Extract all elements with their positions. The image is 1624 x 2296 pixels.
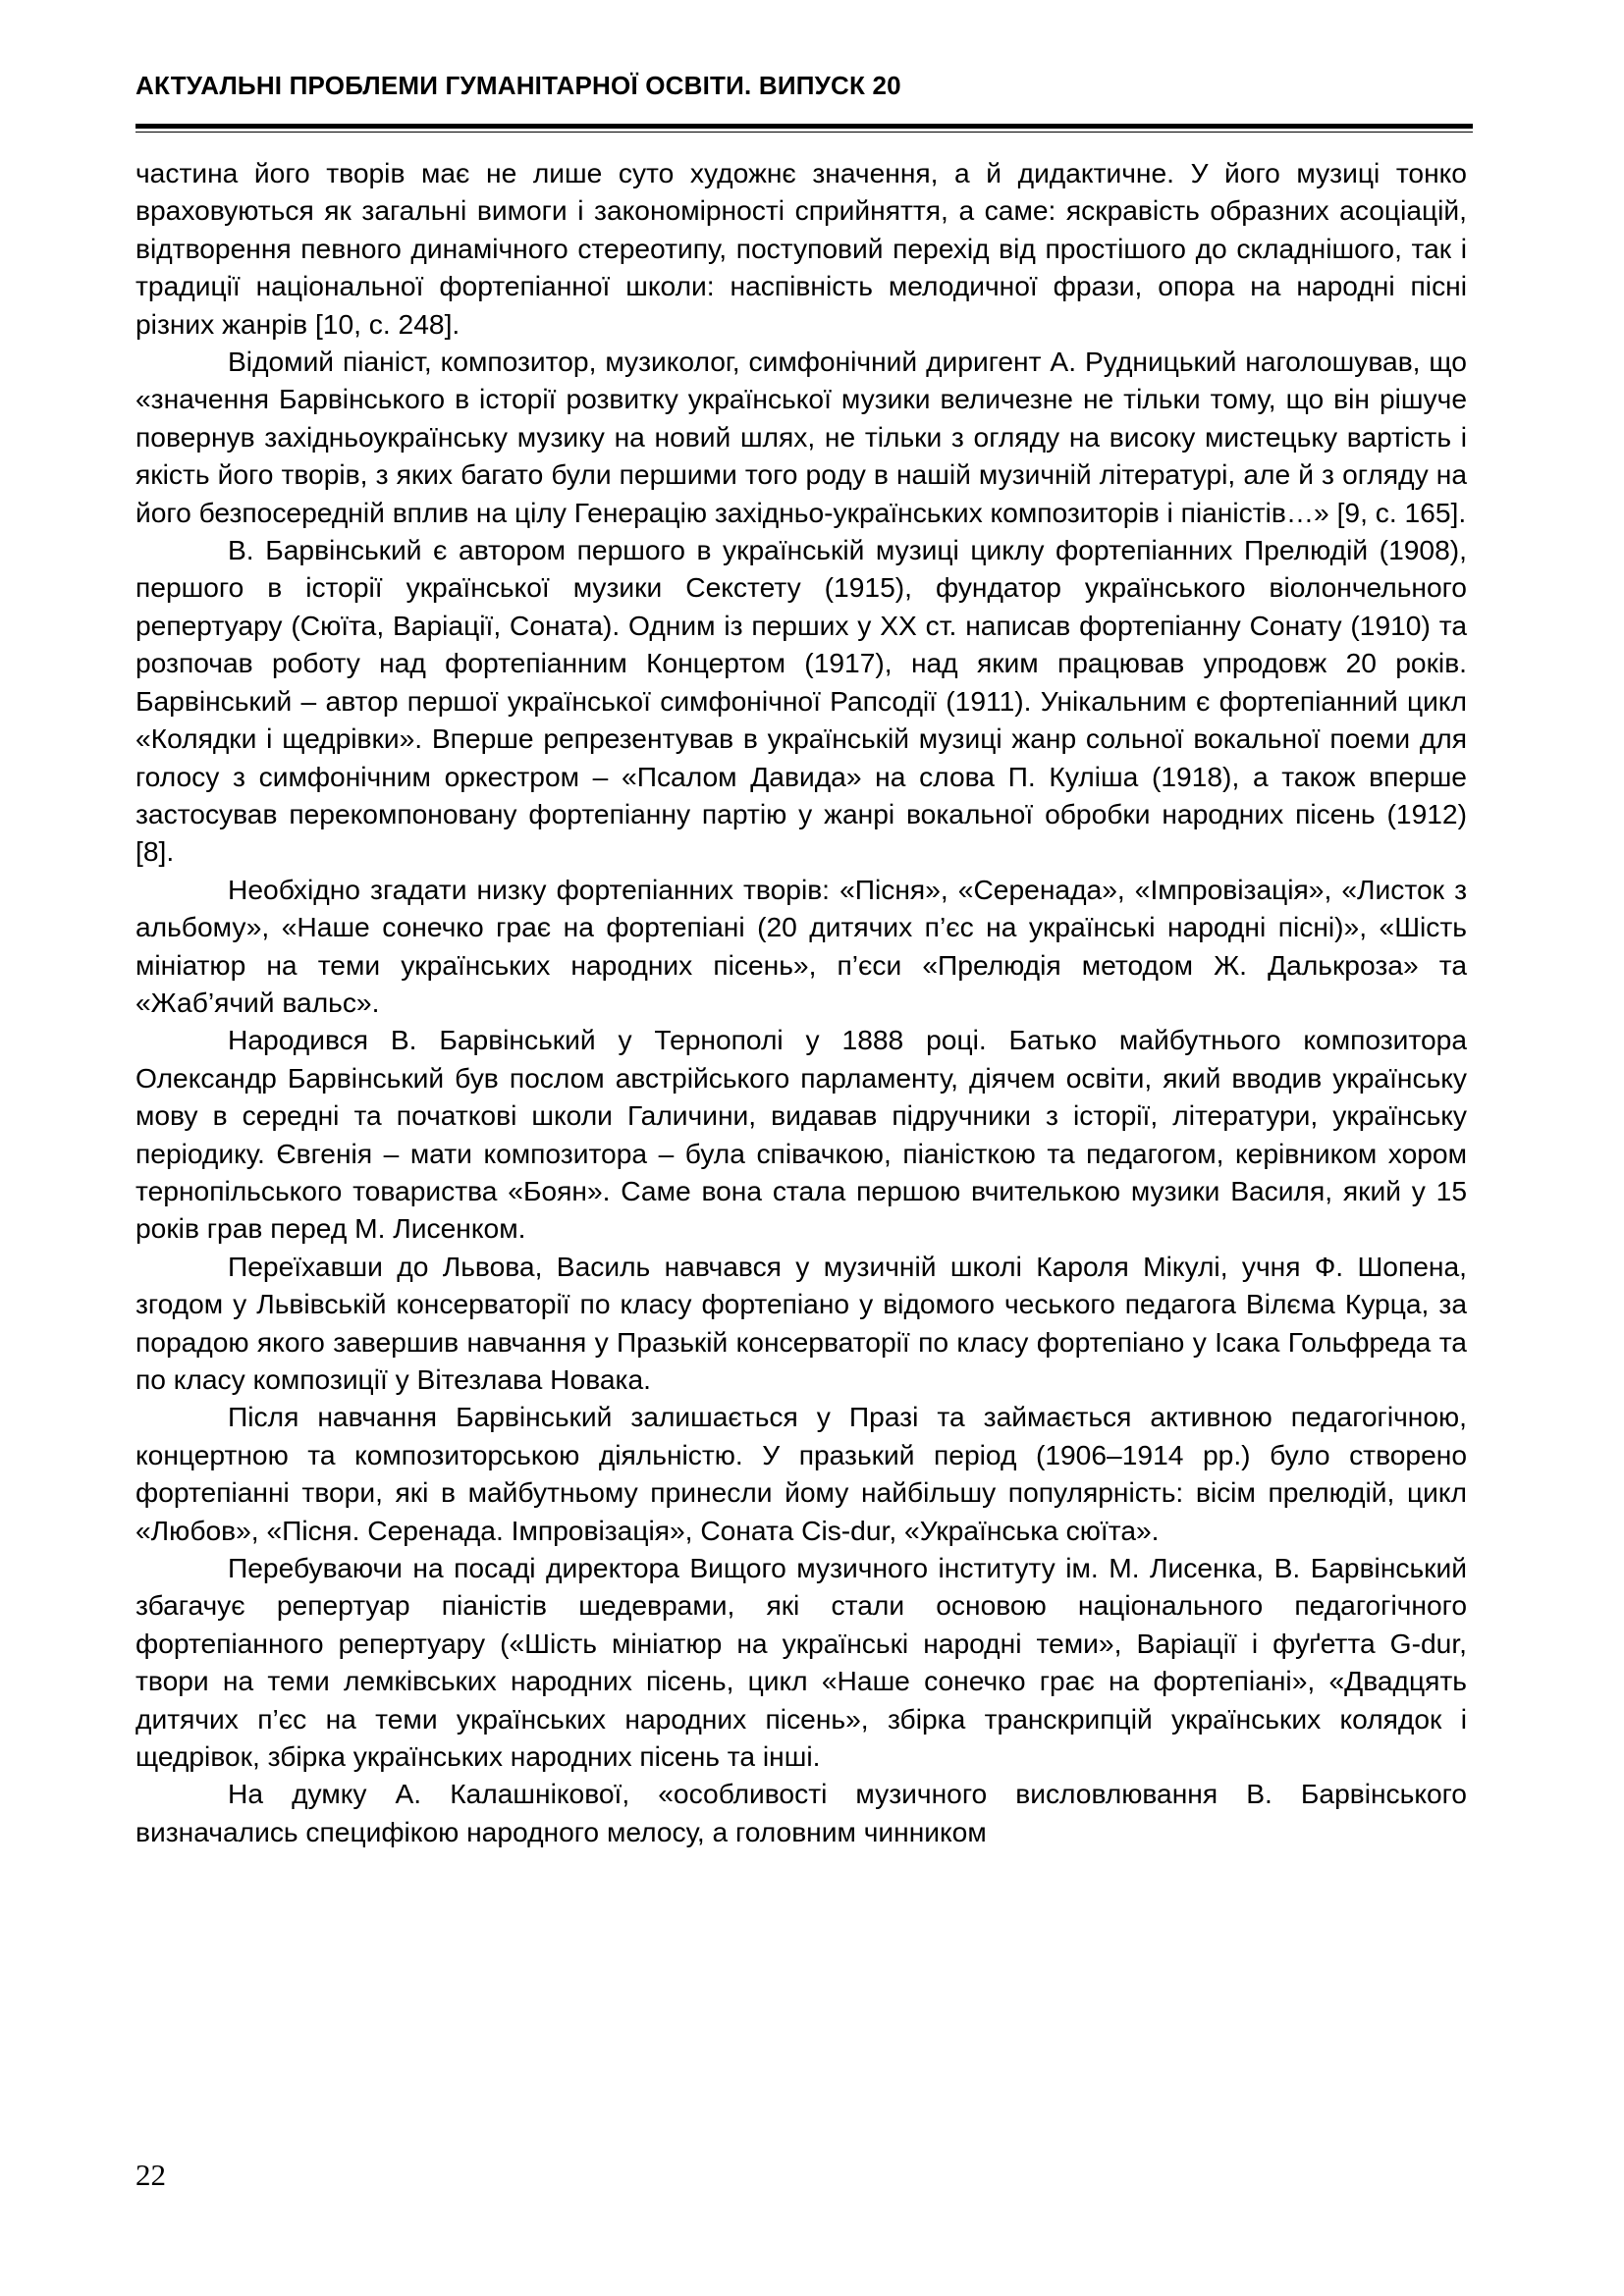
article-body [135, 154, 1467, 1850]
paragraph-7: Після навчання Барвінський залишається у Празі та займається активною педагогічною, концертною та композиторською діяльністю. У празький період (1906–1914 рр.) було створено фортепіанні твори, які в майбутньому принесли йому найбільшу популярність: вісім прелюдій, цикл «Любов», «Пісня. Серенада. Імпровізація», Соната Cis-dur, «Українська сюїта». [135, 1401, 1467, 1546]
header-rule-thin [135, 132, 1473, 133]
paragraph-9: На думку А. Калашнікової, «особливості музичного висловлювання В. Барвінського визначались специфікою народного мелосу, а головним чинником [135, 1778, 1467, 1847]
header-rule-thick [135, 124, 1473, 129]
paragraph-6: Переїхавши до Львова, Василь навчався у музичній школі Кароля Мікулі, учня Ф. Шопена, згодом у Львівській консерваторії по класу фортепіано у відомого чеського педагога Вілєма Курца, за порадою якого завершив навчання у Празькій консерваторії по класу фортепіано у Ісака Гольфреда та по класу композиції у Вітезлава Новака. [135, 1250, 1467, 1395]
paragraph-5: Народився В. Барвінський у Тернополі у 1888 році. Батько майбутнього композитора Олександр Барвінський був послом австрійського парламенту, діячем освіти, який вводив українську мову в середні та початкові школи Галичини, видавав підручники з історії, літератури, українську періодику. Євгенія – мати композитора – була співачкою, піаністкою та педагогом, керівником хором тернопільського товариства «Боян». Саме вона стала першою вчителькою музики Василя, який у 15 років грав перед М. Лисенком. [135, 1024, 1467, 1245]
page-number: 22 [135, 2158, 166, 2192]
paragraph-3: В. Барвінський є автором першого в українській музиці циклу фортепіанних Прелюдій (1908), першого в історії української музики Секстету (1915), фундатор українського віолончельного репертуару (Сюїта, Варіації, Соната). Одним із перших у XX ст. написав фортепіанну Сонату (1910) та розпочав роботу над фортепіанним Концертом (1917), над яким працював упродовж 20 років. Барвінський – автор першої української симфонічної Рапсодії (1911). Унікальним є фортепіанний цикл «Колядки і щедрівки». Вперше репрезентував в українській музиці жанр сольної вокальної поеми для голосу з симфонічним оркестром – «Псалом Давида» на слова П. Куліша (1918), а також вперше застосував перекомпоновану фортепіанну партію у жанрі вокальної обробки народних пісень (1912) [8]. [135, 534, 1467, 868]
paragraph-2: Відомий піаніст, композитор, музиколог, симфонічний диригент А. Рудницький наголошував, що «значення Барвінського в історії розвитку української музики величезне не тільки тому, що він рішуче повернув західньоукраїнську музику на новий шлях, не тільки з огляду на високу мистецьку вартість і якість його творів, з яких багато були першими того роду в нашій музичній літературі, але й з огляду на його безпосередній вплив на цілу Генерацію західньо-українських композиторів і піаністів…» [9, с. 165]. [135, 346, 1467, 528]
running-header: АКТУАЛЬНІ ПРОБЛЕМИ ГУМАНІТАРНОЇ ОСВІТИ. ВИПУСК 20 [135, 71, 901, 100]
paragraph-8: Перебуваючи на посаді директора Вищого музичного інституту ім. М. Лисенка, В. Барвінський збагачує репертуар піаністів шедеврами, які стали основою національного педагогічного фортепіанного репертуару («Шість мініатюр на українські народні теми», Варіації і фуґетта G-dur, твори на теми лемківських народних пісень, цикл «Наше сонечко грає на фортепіані», «Двадцять дитячих п’єс на теми українських народних пісень», збірка транскрипцій українських колядок і щедрівок, збірка українських народних пісень та інші. [135, 1552, 1467, 1773]
paragraph-1: частина його творів має не лише суто художнє значення, а й дидактичне. У його музиці тонко враховуються як загальні вимоги і закономірності сприйняття, а саме: яскравість образних асоціацій, відтворення певного динамічного стереотипу, поступовий перехід від простішого до складнішого, так і традиції національної фортепіанної школи: наспівність мелодичної фрази, опора на народні пісні різних жанрів [10, с. 248]. [135, 157, 1467, 340]
paragraph-4: Необхідно згадати низку фортепіанних творів: «Пісня», «Серенада», «Імпровізація», «Листок з альбому», «Наше сонечко грає на фортепіані (20 дитячих п’єс на українські народні пісні)», «Шість мініатюр на теми українських народних пісень», п’єси «Прелюдія методом Ж. Далькроза» та «Жаб’ячий вальс». [135, 873, 1467, 1018]
